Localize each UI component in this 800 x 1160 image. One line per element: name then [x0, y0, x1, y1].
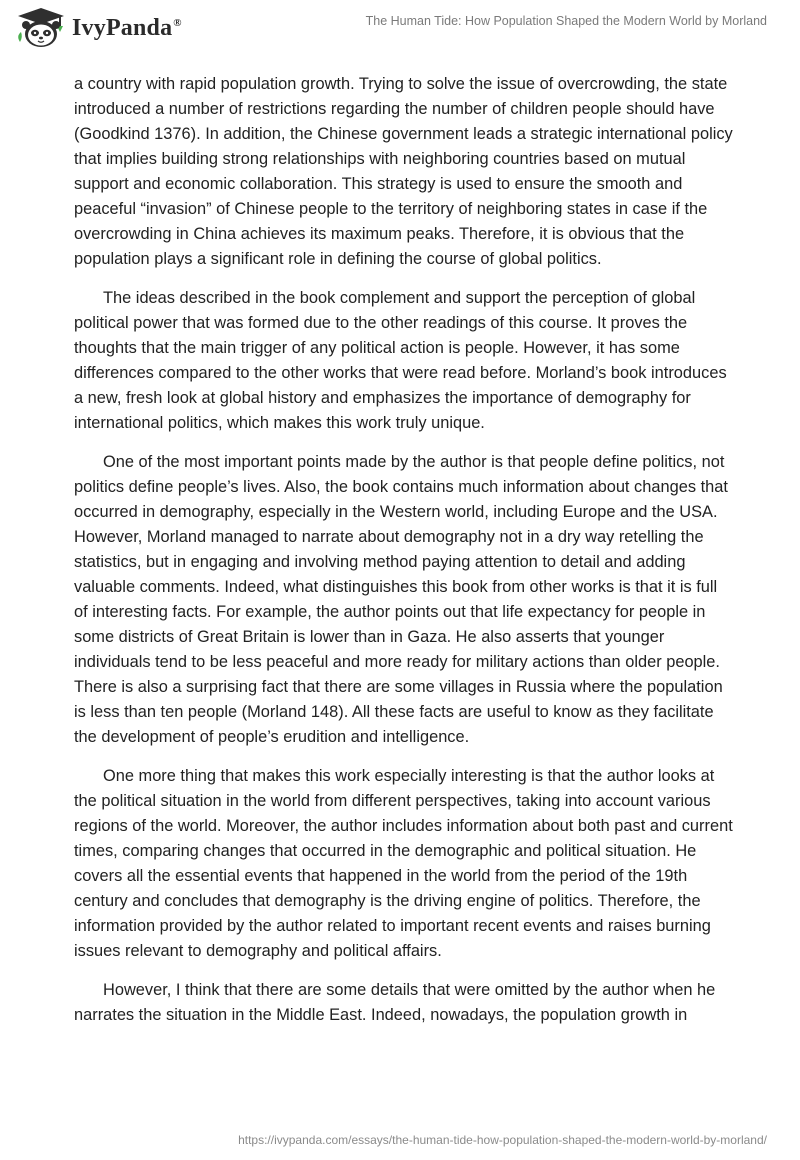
paragraph: One of the most important points made by the author is that people define politics, not politics define people’s lives. Also, the book contains much information about changes that occurred in demography, especially in the Western world, including Europe and the USA. However, Morland managed to narrate about demography not in a dry way retelling the statistics, but in engaging and involving method paying attention to detail and adding valuable comments. Indeed, what distinguishes this book from other works is that it is full of interesting facts. For example, the author points out that life expectancy for people in some districts of Great Britain is lower than in Gaza. He also asserts that younger individuals tend to be less peaceful and more ready for military actions than older people. There is also a surprising fact that there are some villages in Russia where the population is less than ten people (Morland 148). All these facts are useful to know as they facilitate the development of people’s erudition and intelligence.: [74, 453, 728, 746]
panda-graduate-icon: [14, 6, 68, 50]
document-title: The Human Tide: How Population Shaped the Modern World by Morland: [365, 14, 767, 28]
logo-wordmark: [72, 15, 182, 42]
paragraph: a country with rapid population growth. Trying to solve the issue of overcrowding, the state introduced a number of restrictions regarding the number of children people should have (Goodkind 1376). In addition, the Chinese government leads a strategic international policy that implies building strong relationships with neighboring countries based on mutual support and economic collaboration. This strategy is used to ensure the smooth and peaceful “invasion” of Chinese people to the territory of neighboring states in case if the overcrowding in China achieves its maximum peaks. Therefore, it is obvious that the population plays a significant role in defining the course of global politics.: [74, 75, 733, 268]
paragraph: However, I think that there are some details that were omitted by the author when he narrates the situation in the Middle East. Indeed, nowadays, the population growth in: [74, 981, 716, 1024]
page-header: [0, 0, 800, 60]
logo-text: IvyPanda: [72, 14, 173, 41]
essay-body: [74, 72, 734, 1042]
paragraph: One more thing that makes this work especially interesting is that the author looks at the political situation in the world from different perspectives, taking into account various regions of the world. Moreover, the author includes information about both past and current times, comparing changes that occurred in the demographic and political situation. He covers all the essential events that happened in the world from the period of the 19th century and concludes that demography is the driving engine of politics. Therefore, the information provided by the author related to important recent events and raises burning issues relevant to demography and political affairs.: [74, 767, 733, 960]
registered-mark: ®: [173, 16, 182, 29]
paragraph: The ideas described in the book complement and support the perception of global political power that was formed due to the other readings of this course. It proves the thoughts that the main trigger of any political action is people. However, it has some differences compared to the other works that were read before. Morland’s book introduces a new, fresh look at global history and emphasizes the importance of demography for international politics, which makes this work truly unique.: [74, 289, 727, 432]
source-url-link[interactable]: https://ivypanda.com/essays/the-human-tide-how-population-shaped-the-modern-world-by-morland/: [238, 1133, 767, 1147]
ivypanda-logo[interactable]: [14, 6, 182, 50]
